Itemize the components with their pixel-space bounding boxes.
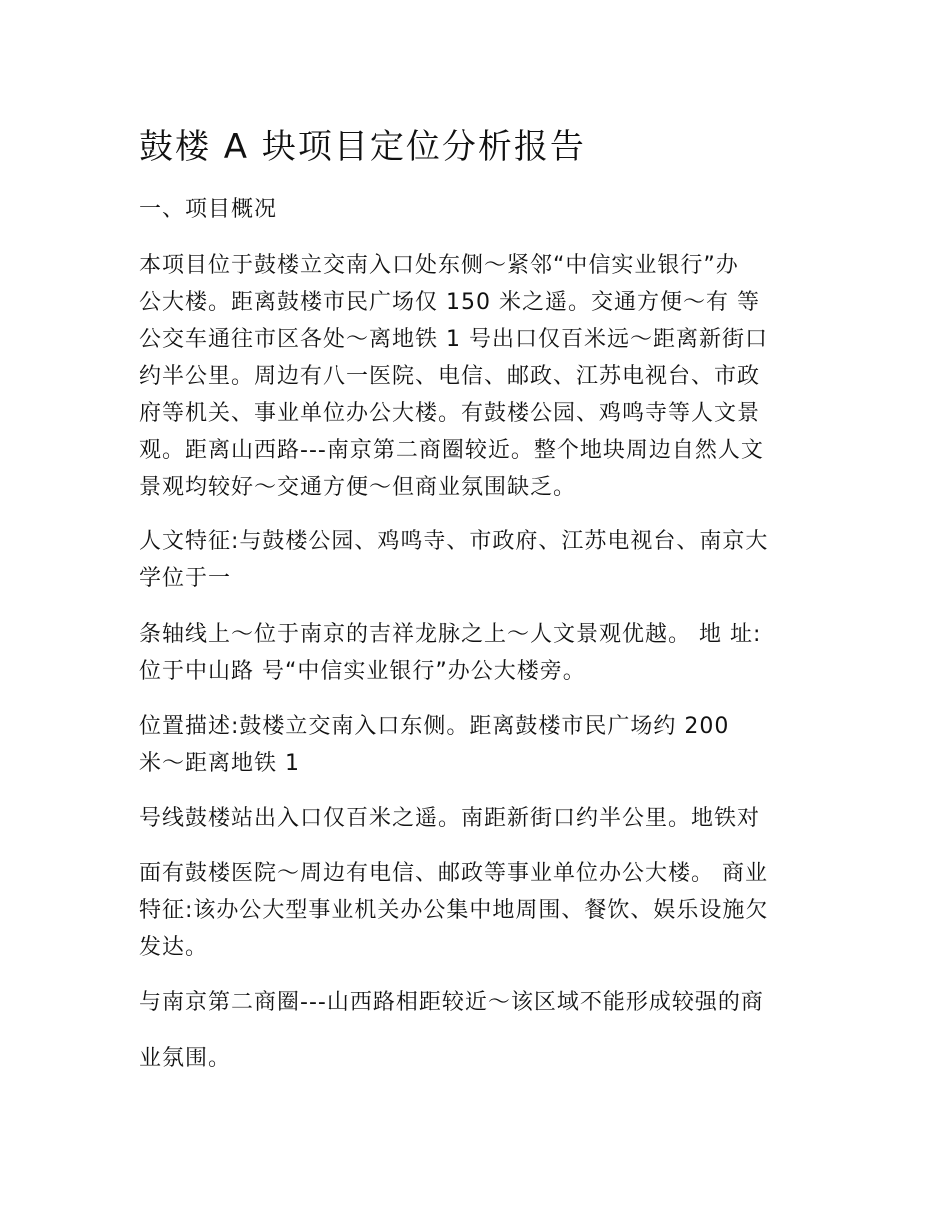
paragraph-line: 条轴线上～位于南京的吉祥龙脉之上～人文景观优越。 地 址: (139, 622, 762, 647)
paragraph-line: 与南京第二商圈---山西路相距较近～该区域不能形成较强的商 (139, 990, 764, 1015)
paragraph-line: 号线鼓楼站出入口仅百米之遥。南距新街口约半公里。地铁对 (139, 806, 761, 831)
paragraph-line: 学位于一 (139, 566, 232, 591)
paragraph-line: 米～距离地铁 1 (139, 751, 300, 776)
paragraph-line: 人文特征:与鼓楼公园、鸡鸣寺、市政府、江苏电视台、南京大 (139, 529, 769, 554)
section-heading-text: 一、项目概况 (139, 197, 278, 222)
paragraph-metro-access (139, 800, 829, 837)
paragraph-line: 本项目位于鼓楼立交南入口处东侧～紧邻“中信实业银行”办 (139, 253, 739, 278)
paragraph-line: 约半公里。周边有八一医院、电信、邮政、江苏电视台、市政 (139, 364, 761, 389)
paragraph-commercial-district (139, 984, 829, 1021)
paragraph-line: 府等机关、事业单位办公大楼。有鼓楼公园、鸡鸣寺等人文景 (139, 401, 761, 426)
paragraph-line: 位置描述:鼓楼立交南入口东侧。距离鼓楼市民广场约 200 (139, 714, 730, 739)
paragraph-line: 公交车通往市区各处～离地铁 1 号出口仅百米远～距离新街口 (139, 327, 768, 352)
paragraph-commercial-atmosphere (139, 1040, 829, 1077)
paragraph-line: 景观均较好～交通方便～但商业氛围缺乏。 (139, 475, 577, 500)
paragraph-line: 公大楼。距离鼓楼市民广场仅 150 米之遥。交通方便～有 等 (139, 290, 760, 315)
paragraph-business-features (139, 855, 829, 966)
paragraph-line: 业氛围。 (139, 1046, 232, 1071)
paragraph-line: 面有鼓楼医院～周边有电信、邮政等事业单位办公大楼。 商业 (139, 861, 768, 886)
document-title: 鼓楼 A 块项目定位分析报告 (139, 127, 586, 167)
paragraph-project-overview (139, 247, 829, 506)
paragraph-line: 发达。 (139, 935, 209, 960)
paragraph-cultural-features (139, 523, 829, 597)
paragraph-line: 位于中山路 号“中信实业银行”办公大楼旁。 (139, 659, 586, 684)
section-heading (139, 191, 829, 228)
paragraph-line: 观。距离山西路---南京第二商圈较近。整个地块周边自然人文 (139, 438, 764, 463)
paragraph-address (139, 616, 829, 690)
paragraph-location-description (139, 708, 829, 782)
paragraph-line: 特征:该办公大型事业机关办公集中地周围、餐饮、娱乐设施欠 (139, 898, 769, 923)
